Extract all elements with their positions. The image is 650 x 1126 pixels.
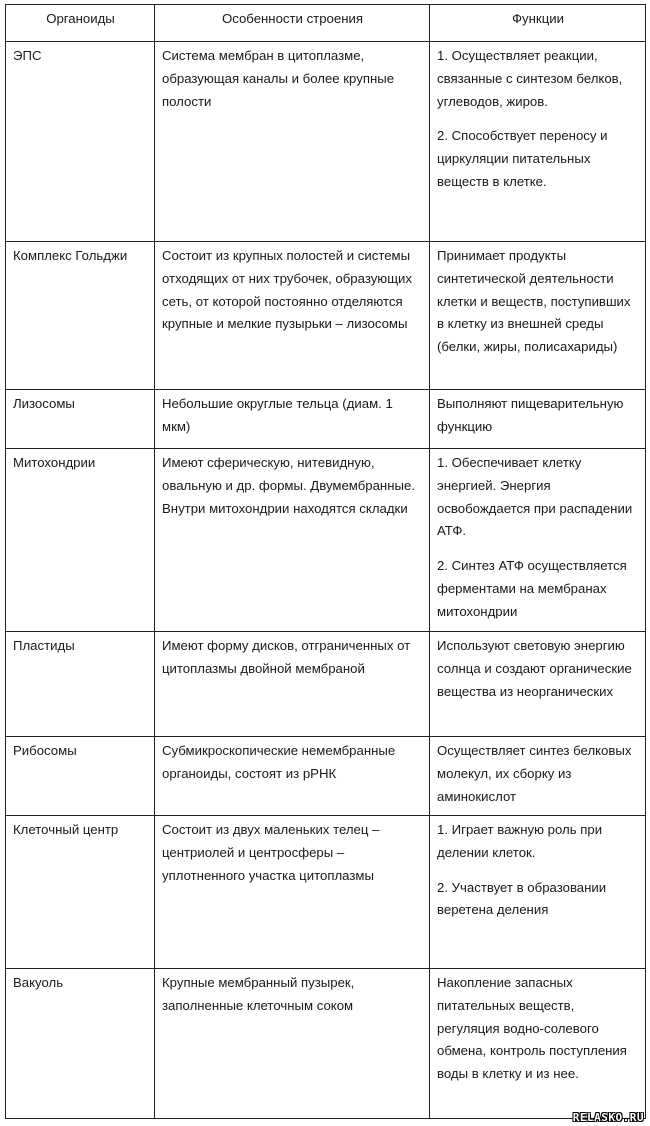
organoid-functions — [430, 969, 646, 1119]
table-row — [6, 737, 646, 816]
organoid-structure: Субмикроскопические немембранные органоиды, состоят из рРНК — [155, 737, 430, 816]
function-item: Выполняют пищеварительную функцию — [437, 396, 624, 434]
organoid-name: Комплекс Гольджи — [6, 242, 155, 390]
organoid-name: Митохондрии — [6, 449, 155, 632]
organoid-structure: Имеют сферическую, нитевидную, овальную и др. формы. Двумембранные. Внутри митохондрии находятся складки — [155, 449, 430, 632]
header-functions: Функции — [430, 5, 646, 42]
function-item: Используют световую энергию солнца и создают органические вещества из неорганических — [437, 638, 632, 699]
function-item: 1. Осуществляет реакции, связанные с синтезом белков, углеводов, жиров. — [437, 48, 623, 109]
organoid-functions — [430, 390, 646, 449]
function-item: 2. Участвует в образовании веретена деления — [437, 879, 607, 918]
table-row — [6, 969, 646, 1119]
table-row — [6, 42, 646, 242]
table-row — [6, 816, 646, 969]
organoid-functions — [430, 632, 646, 737]
organoids-table — [5, 4, 646, 1119]
organoid-structure: Небольшие округлые тельца (диам. 1 мкм) — [155, 390, 430, 449]
table-row — [6, 632, 646, 737]
function-item: 2. Способствует переносу и циркуляции питательных веществ в клетке. — [437, 128, 608, 189]
organoid-name: Клеточный центр — [6, 816, 155, 969]
header-structure: Особенности строения — [155, 5, 430, 42]
header-organoids: Органоиды — [6, 5, 155, 42]
function-item: Осуществляет синтез белковых молекул, их сборку из аминокислот — [437, 743, 632, 804]
organoid-functions — [430, 449, 646, 632]
organoid-functions — [430, 242, 646, 390]
organoid-name: Вакуоль — [6, 969, 155, 1119]
function-item: Накопление запасных питательных веществ, регуляция водно-солевого обмена, контроль поступления воды в клетку и из нее. — [437, 975, 627, 1082]
function-item: Принимает продукты синтетической деятельности клетки и веществ, поступивших в клетку из внешней среды (белки, жиры, полисахариды) — [437, 248, 631, 355]
organoid-structure: Состоит из двух маленьких телец – центриолей и центросферы – уплотненного участка цитоплазмы — [155, 816, 430, 969]
organoid-structure: Имеют форму дисков, отграниченных от цитоплазмы двойной мембраной — [155, 632, 430, 737]
table-row — [6, 449, 646, 632]
table-header-row — [6, 5, 646, 42]
organoid-name: Пластиды — [6, 632, 155, 737]
organoid-structure: Состоит из крупных полостей и системы отходящих от них трубочек, образующих сеть, от которой постоянно отделяются крупные и мелкие пузырьки – лизосомы — [155, 242, 430, 390]
organoid-functions — [430, 42, 646, 242]
table-row — [6, 242, 646, 390]
table-row — [6, 390, 646, 449]
organoid-name: Рибосомы — [6, 737, 155, 816]
organoid-structure: Крупные мембранный пузырек, заполненные клеточным соком — [155, 969, 430, 1119]
function-item: 2. Синтез АТФ осуществляется ферментами на мембранах митохондрии — [437, 558, 627, 619]
organoid-name: ЭПС — [6, 42, 155, 242]
function-item: 1. Обеспечивает клетку энергией. Энергия освобождается при распадении АТФ. — [437, 455, 633, 539]
organoid-name: Лизосомы — [6, 390, 155, 449]
watermark: RELASKO.RU — [572, 1111, 644, 1124]
organoid-functions — [430, 737, 646, 816]
organoid-structure: Система мембран в цитоплазме, образующая каналы и более крупные полости — [155, 42, 430, 242]
function-item: 1. Играет важную роль при делении клеток. — [437, 822, 603, 860]
organoid-functions — [430, 816, 646, 969]
